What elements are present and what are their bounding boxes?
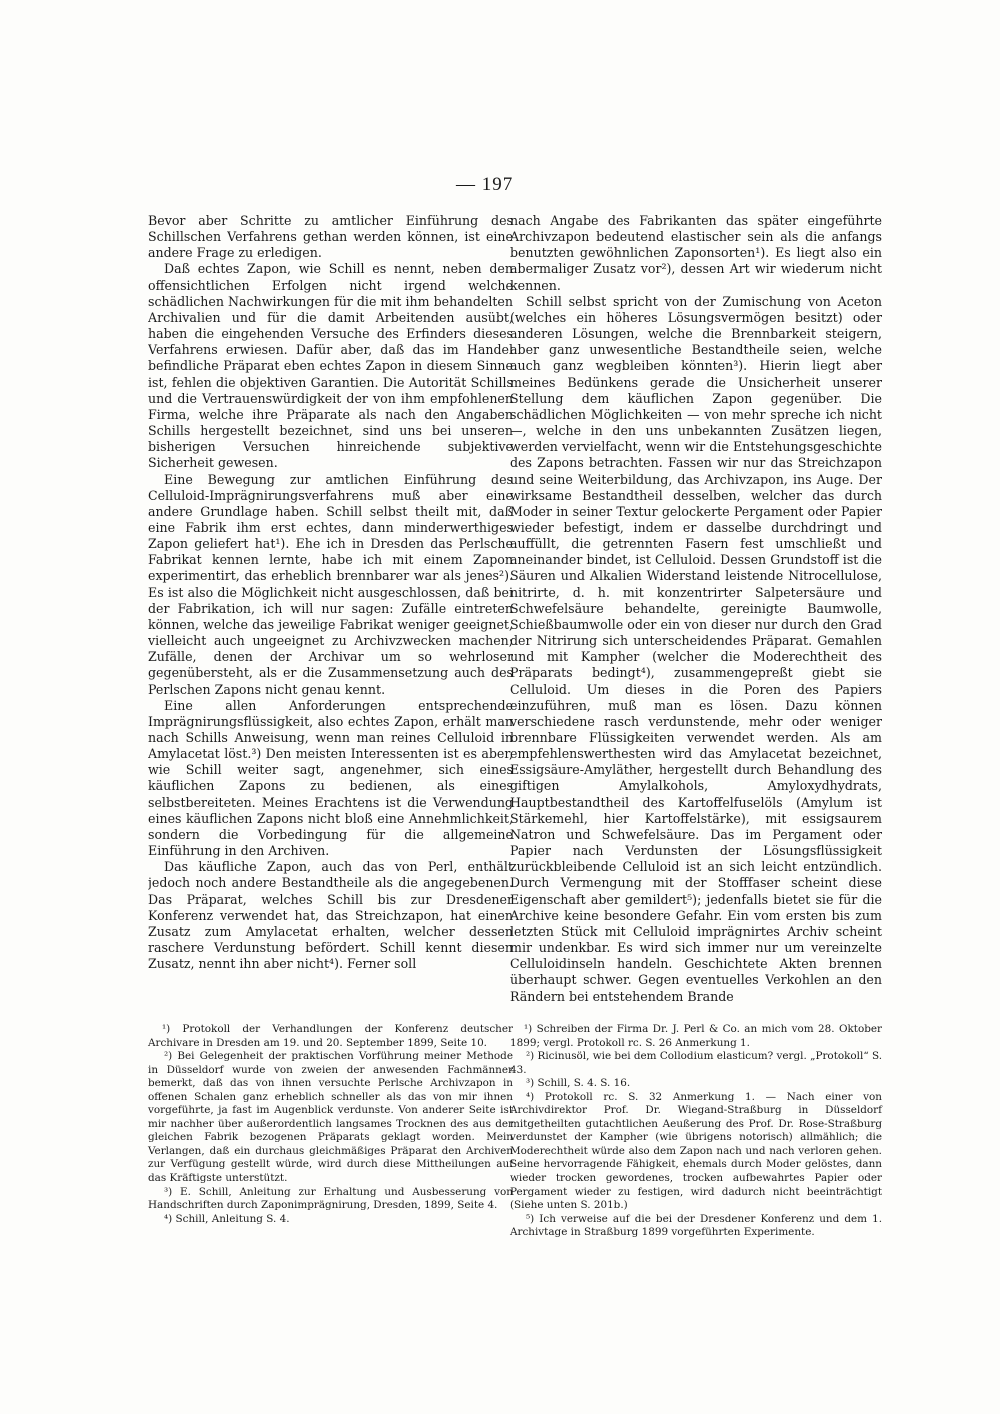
left-main-text [148,213,513,1015]
footnote: ¹) Protokoll der Verhandlungen der Konferenz deutscher Archivare in Dresden am 19. und 20. September 1899, Seite 10. [148,1023,513,1049]
paragraph: Eine allen Anforderungen entsprechende Imprägnirungsflüssigkeit, also echtes Zapon, erhält man nach Schills Anweisung, wenn man reines Celluloid in Amylacetat löst.³) Den meisten Interessenten ist es aber, wie Schill weiter sagt, angenehmer, sich eines käuflichen Zapons zu bedienen, als eines selbstbereiteten. Meines Erachtens ist die Verwendung eines käuflichen Zapons nicht bloß eine Annehmlichkeit, sondern die Vorbedingung für die allgemeine Einführung in den Archiven. [148,697,513,859]
right-column [510,213,882,1240]
right-main-text [510,213,882,1015]
paragraph: Eine Bewegung zur amtlichen Einführung des Celluloid-Imprägnirungsverfahrens muß aber eine andere Grundlage haben. Schill selbst theilt mit, daß eine Fabrik ihm erst echtes, dann minderwerthiges Zapon geliefert hat¹). Ehe ich in Dresden das Perlsche Fabrikat kennen lernte, habe ich mit einem Zapon experimentirt, das erheblich brennbarer war als jenes²). Es ist also die Möglichkeit nicht ausgeschlossen, daß bei der Fabrikation, ich will nur sagen: Zufälle eintreten können, welche das jeweilige Fabrikat weniger geeignet, vielleicht auch ungeeignet zu Archivzwecken machen; Zufälle, denen der Archivar um so wehrloser gegenübersteht, als er die Zusammensetzung auch des Perlschen Zapons nicht genau kennt. [148,471,513,697]
paragraph: Bevor aber Schritte zu amtlicher Einführung des Schillschen Verfahrens gethan werden können, ist eine andere Frage zu erledigen. [148,213,513,261]
footnote: ³) E. Schill, Anleitung zur Erhaltung und Ausbesserung von Handschriften durch Zaponimprägnirung, Dresden, 1899, Seite 4. [148,1185,513,1212]
left-column [148,213,513,1226]
footnote: ⁴) Schill, Anleitung S. 4. [164,1212,290,1225]
left-footnotes [148,1023,513,1226]
paragraph: Schill selbst spricht von der Zumischung von Aceton (welches ein höheres Lösungsvermögen besitzt) oder anderen Lösungen, welche die Brennbarkeit steigern, aber ganz unwesentliche Bestandtheile seien, welche auch ganz wegbleiben könnten³). Hierin liegt aber meines Bedünkens gerade die Unsicherheit unserer Stellung dem käuflichen Zapon gegenüber. Die schädlichen Möglichkeiten — von mehr spreche ich nicht —, welche in den uns unbekannten Zusätzen liegen, werden vervielfacht, wenn wir die Entstehungsgeschichte des Zapons betrachten. Fassen wir nur das Streichzapon und seine Weiterbildung, das Archivzapon, ins Auge. Der wirksame Bestandtheil desselben, welcher das durch Moder in seiner Textur gelockerte Pergament oder Papier wieder befestigt, indem er dasselbe durchdringt und auffüllt, die getrennten Fasern fest umschließt und aneinander bindet, ist Celluloid. Dessen Grundstoff ist die Säuren und Alkalien Widerstand leistende Nitrocellulose, nitrirte, d. h. mit konzentrirter Salpetersäure und Schwefelsäure behandelte, gereinigte Baumwolle, Schießbaumwolle oder ein von dieser nur durch den Grad der Nitrirung sich unterscheidendes Präparat. Gemahlen und mit Kampher (welcher die Moderechtheit des Präparats bedingt⁴), zusammengepreßt giebt sie Celluloid. Um dieses in die Poren des Papiers einzuführen, muß man es lösen. Dazu können verschiedene rasch verdunstende, mehr oder weniger brennbare Flüssigkeiten verwendet werden. Als am empfehlenswerthesten wird das Amylacetat bezeichnet, Essigsäure-Amyläther, hergestellt durch Behandlung des giftigen Amylalkohols, Amyloxydhydrats, Hauptbestandtheil des Kartoffelfuselöls (Amylum ist Stärkemehl, hier Kartoffelstärke), mit essigsaurem Natron und Schwefelsäure. Das im Pergament oder Papier nach Verdunsten der Lösungsflüssigkeit zurückbleibende Celluloid ist an sich leicht entzündlich. Durch Vermengung mit der Stofffaser scheint diese Eigenschaft aber gemildert⁵); jedenfalls bietet sie für die Archive keine besondere Gefahr. Ein vom ersten bis zum letzten Stück mit Celluloid imprägnirtes Archiv scheint mir undenkbar. Es wird sich immer nur um vereinzelte Celluloidinseln handeln. Geschichtete Akten brennen überhaupt schwer. Gegen eventuelles Verkohlen an den Rändern bei entstehendem Brande [510,293,882,1004]
footnote: ⁴) Protokoll rc. S. 32 Anmerkung 1. — Nach einer von Archivdirektor Prof. Dr. Wiegand-Straßburg in Düsseldorf mitgetheilten gutachtlichen Aeußerung des Prof. Dr. Rose-Straßburg verdunstet der Kampher (wie übrigens notorisch) allmählich; die Moderechtheit würde also dem Zapon nach und nach verloren gehen. Seine hervorragende Fähigkeit, ehemals durch Moder gelöstes, dann wieder trocken gewordenes, trocken aufbewahrtes Papier oder Pergament wieder zu festigen, wird dadurch nicht beeinträchtigt (Siehe unten S. 201b.) [510,1090,882,1212]
paragraph: nach Angabe des Fabrikanten das später eingeführte Archivzapon bedeutend elastischer sein als die anfangs benutzten gewöhnlichen Zaponsorten¹). Es liegt also ein abermaliger Zusatz vor²), dessen Art wir wiederum nicht kennen. [510,213,882,293]
footnote: ⁵) Ich verweise auf die bei der Dresdener Konferenz und dem 1. Archivtage in Straßburg 1899 vorgeführten Experimente. [510,1212,882,1239]
right-footnotes [510,1023,882,1240]
paragraph: Das käufliche Zapon, auch das von Perl, enthält jedoch noch andere Bestandtheile als die angegebenen. Das Präparat, welches Schill bis zur Dresdener Konferenz verwendet hat, das Streichzapon, hat einen Zusatz zum Amylacetat erhalten, welcher dessen raschere Verdunstung befördert. Schill kennt diesen Zusatz, nennt ihn aber nicht⁴). Ferner soll [148,859,513,972]
footnote: ²) Bei Gelegenheit der praktischen Vorführung meiner Methode in Düsseldorf wurde von zweien der anwesenden Fachmänner bemerkt, daß das von ihnen versuchte Perlsche Archivzapon in offenen Schalen ganz erheblich schneller als das von mir ihnen vorgeführte, ja fast im Augenblick verdunste. Von anderer Seite ist mir nachher über außerordentlich langsames Trocknen des aus der gleichen Fabrik bezogenen Präparats geklagt worden. Mein Verlangen, daß ein durchaus gleichmäßiges Präparat den Archiven zur Verfügung gestellt würde, wird durch diese Mittheilungen auf das Kräftigste unterstützt. [148,1050,513,1185]
footnote: ³) Schill, S. 4. S. 16. [526,1077,631,1090]
page-number: — 197 [456,174,514,195]
footnote: ²) Ricinusöl, wie bei dem Collodium elasticum? vergl. „Protokoll“ S. 43. [510,1050,882,1076]
footnote: ¹) Schreiben der Firma Dr. J. Perl & Co. an mich vom 28. Oktober 1899; vergl. Protokoll rc. S. 26 Anmerkung 1. [510,1023,882,1049]
paragraph: Daß echtes Zapon, wie Schill es nennt, neben den offensichtlichen Erfolgen nicht irgend welche schädlichen Nachwirkungen für die mit ihm behandelten Archivalien und für die damit Arbeitenden ausübt, haben die eingehenden Versuche des Erfinders dieses Verfahrens erwiesen. Dafür aber, daß das im Handel befindliche Präparat eben echtes Zapon in diesem Sinne ist, fehlen die objektiven Garantien. Die Autorität Schills und die Vertrauenswürdigkeit der von ihm empfohlenen Firma, welche ihre Präparate als nach den Angaben Schills hergestellt bezeichnet, sind uns bei unseren bisherigen Versuchen hinreichende subjektive Sicherheit gewesen. [148,261,513,471]
